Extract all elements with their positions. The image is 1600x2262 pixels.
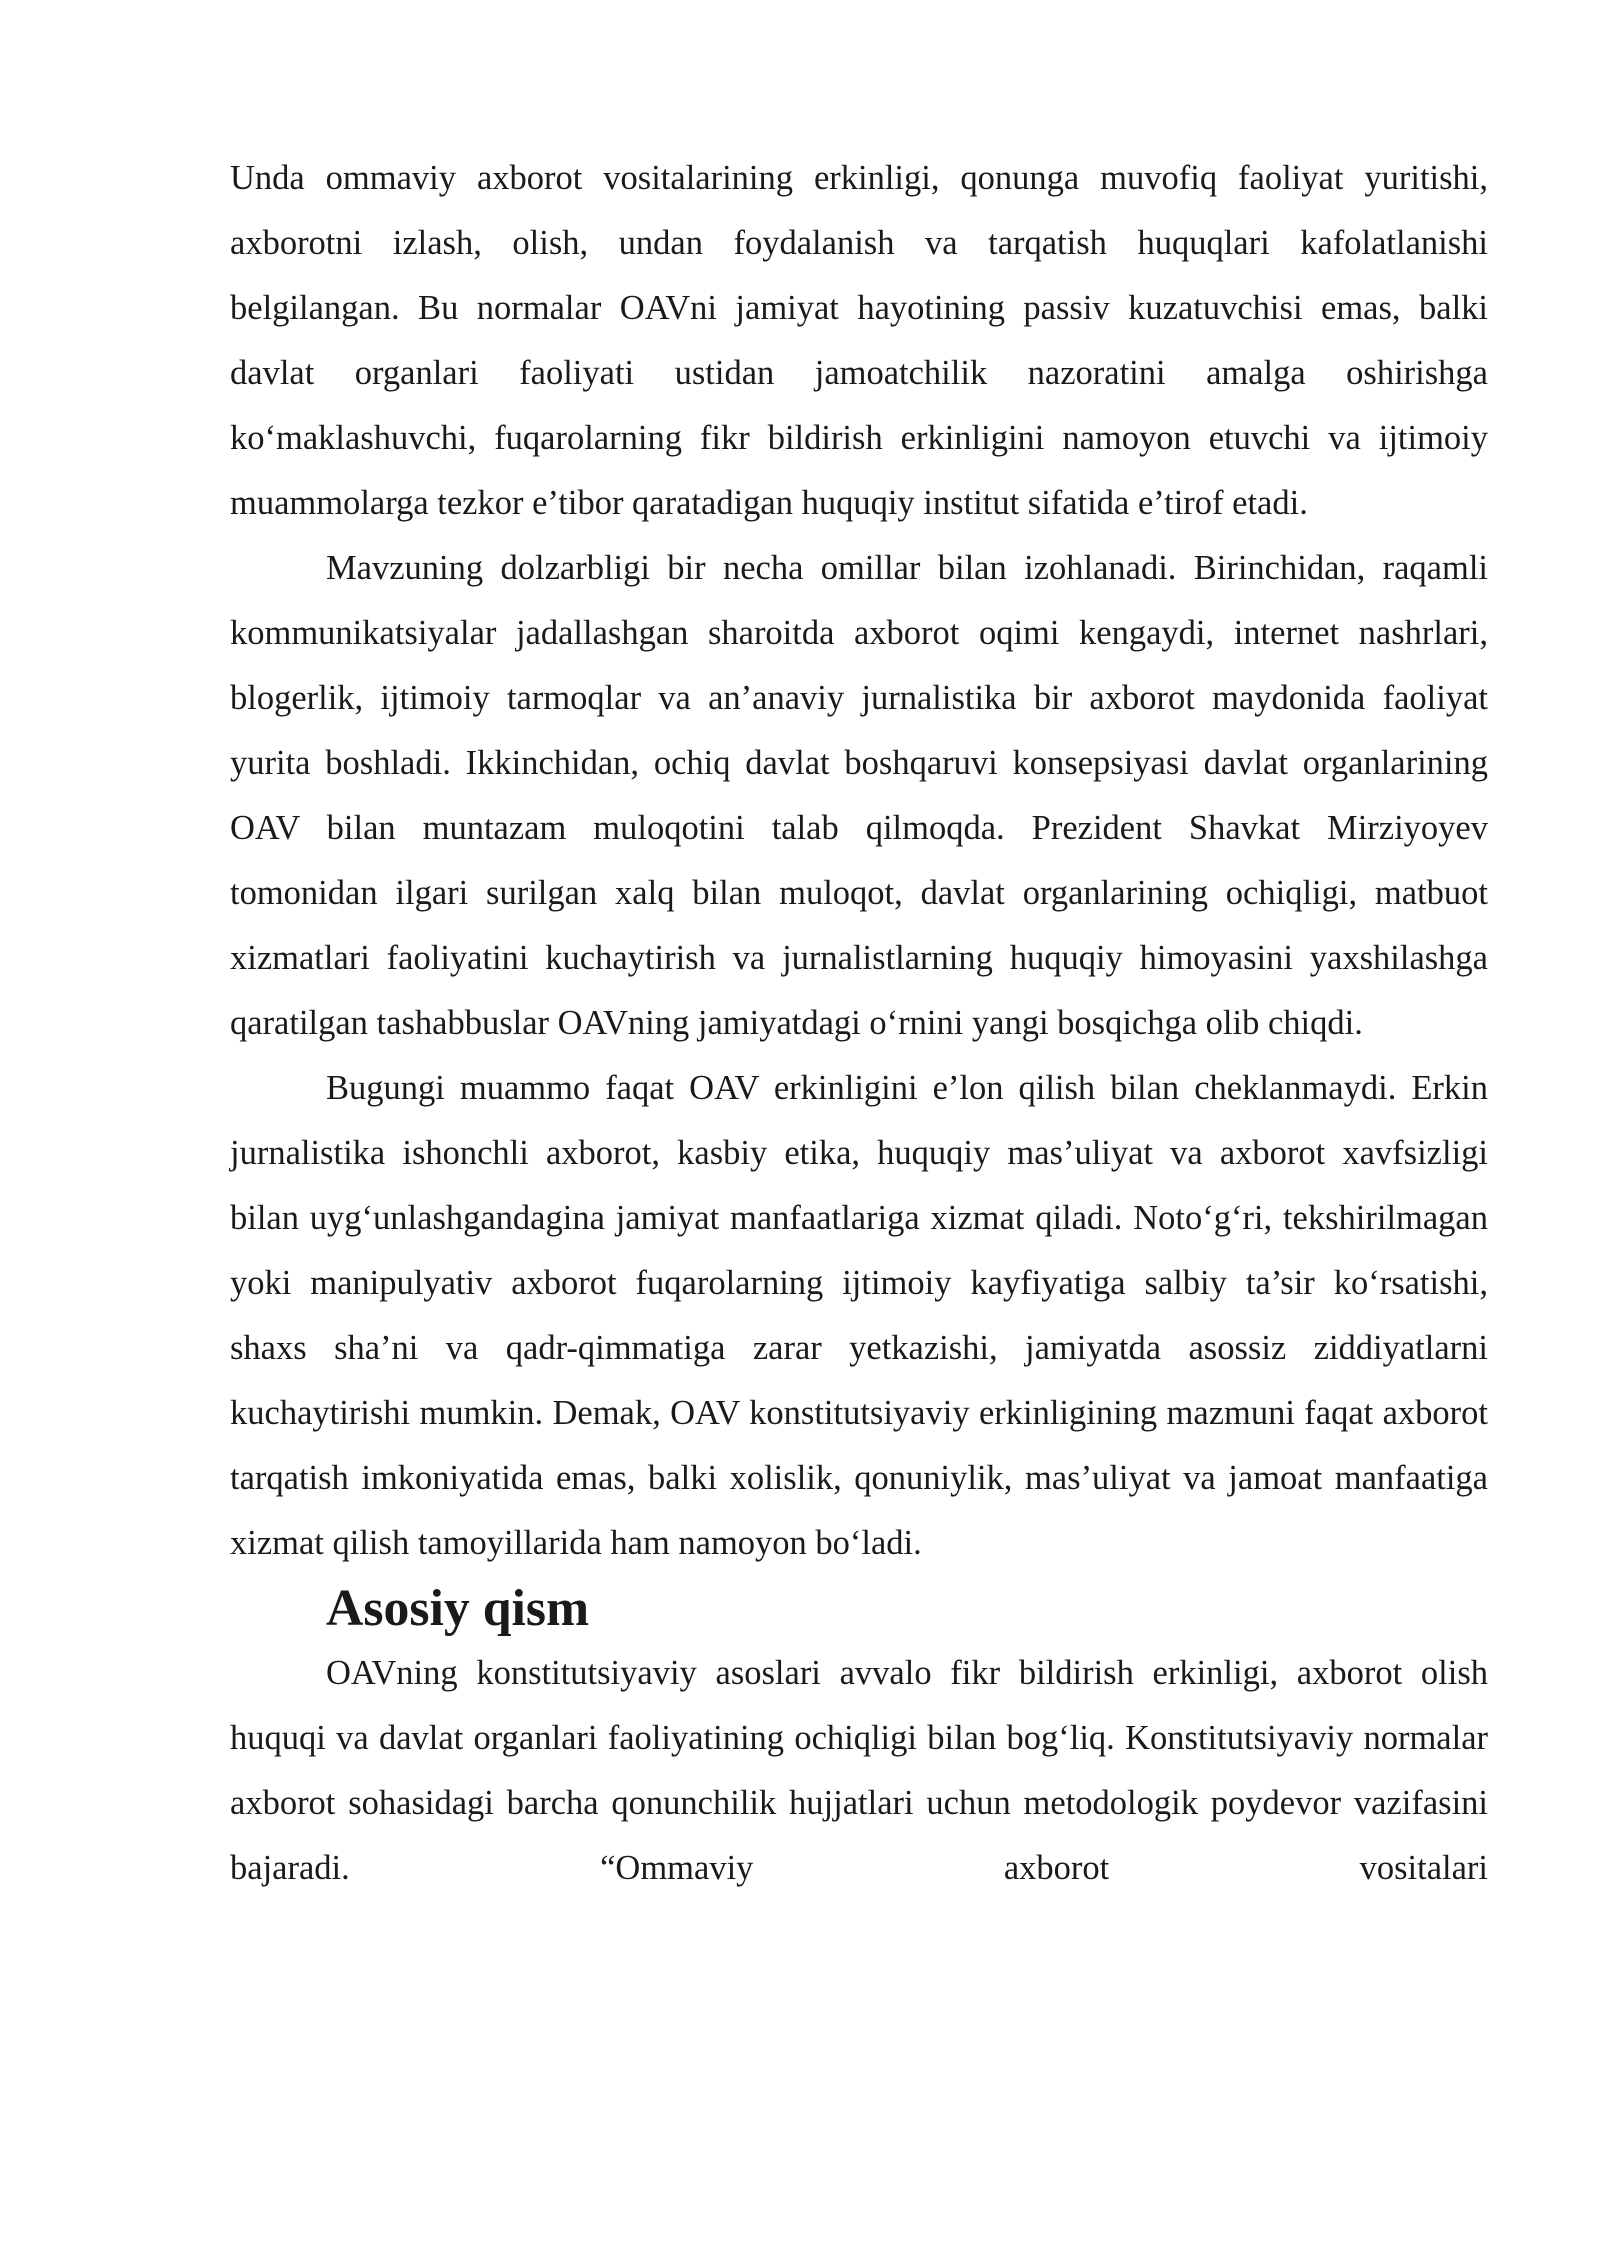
paragraph-topic-relevance: Mavzuning dolzarbligi bir necha omillar bilan izohlanadi. Birinchidan, raqamli kommunikatsiyalar jadallashgan sharoitda axborot oqimi kengaydi, internet nashrlari, blogerlik, ijtimoiy tarmoqlar va an’anaviy jurnalistika bir axborot maydonida faoliyat yurita boshladi. Ikkinchidan, ochiq davlat boshqaruvi konsepsiyasi davlat organlarining OAV bilan muntazam muloqotini talab qilmoqda. Prezident Shavkat Mirziyoyev tomonidan ilgari surilgan xalq bilan muloqot, davlat organlarining ochiqligi, matbuot xizmatlari faoliyatini kuchaytirish va jurnalistlarning huquqiy himoyasini yaxshilashga qaratilgan tashabbuslar OAVning jamiyatdagi o‘rnini yangi bosqichga olib chiqdi. [230, 549, 1488, 1042]
document-body [230, 146, 1488, 1901]
paragraph-constitutional-basis: OAVning konstitutsiyaviy asoslari avvalo fikr bildirish erkinligi, axborot olish huquqi va davlat organlari faoliyatining ochiqligi bilan bog‘liq. Konstitutsiyaviy normalar axborot sohasidagi barcha qonunchilik hujjatlari uchun metodologik poydevor vazifasini bajaradi. “Ommaviy axborot vositalari [230, 1654, 1488, 1887]
paragraph-media-freedom: Unda ommaviy axborot vositalarining erkinligi, qonunga muvofiq faoliyat yuritishi, axborotni izlash, olish, undan foydalanish va tarqatish huquqlari kafolatlanishi belgilangan. Bu normalar OAVni jamiyat hayotining passiv kuzatuvchisi emas, balki davlat organlari faoliyati ustidan jamoatchilik nazoratini amalga oshirishga ko‘maklashuvchi, fuqarolarning fikr bildirish erkinligini namoyon etuvchi va ijtimoiy muammolarga tezkor e’tibor qaratadigan huquqiy institut sifatida e’tirof etadi. [230, 159, 1488, 522]
paragraph-current-problem: Bugungi muammo faqat OAV erkinligini e’lon qilish bilan cheklanmaydi. Erkin jurnalistika ishonchli axborot, kasbiy etika, huquqiy mas’uliyat va axborot xavfsizligi bilan uyg‘unlashgandagina jamiyat manfaatlariga xizmat qiladi. Noto‘g‘ri, tekshirilmagan yoki manipulyativ axborot fuqarolarning ijtimoiy kayfiyatiga salbiy ta’sir ko‘rsatishi, shaxs sha’ni va qadr-qimmatiga zarar yetkazishi, jamiyatda asossiz ziddiyatlarni kuchaytirishi mumkin. Demak, OAV konstitutsiyaviy erkinligining mazmuni faqat axborot tarqatish imkoniyatida emas, balki xolislik, qonuniylik, mas’uliyat va jamoat manfaatiga xizmat qilish tamoyillarida ham namoyon bo‘ladi. [230, 1069, 1488, 1562]
section-heading: Asosiy qism [326, 1580, 590, 1637]
